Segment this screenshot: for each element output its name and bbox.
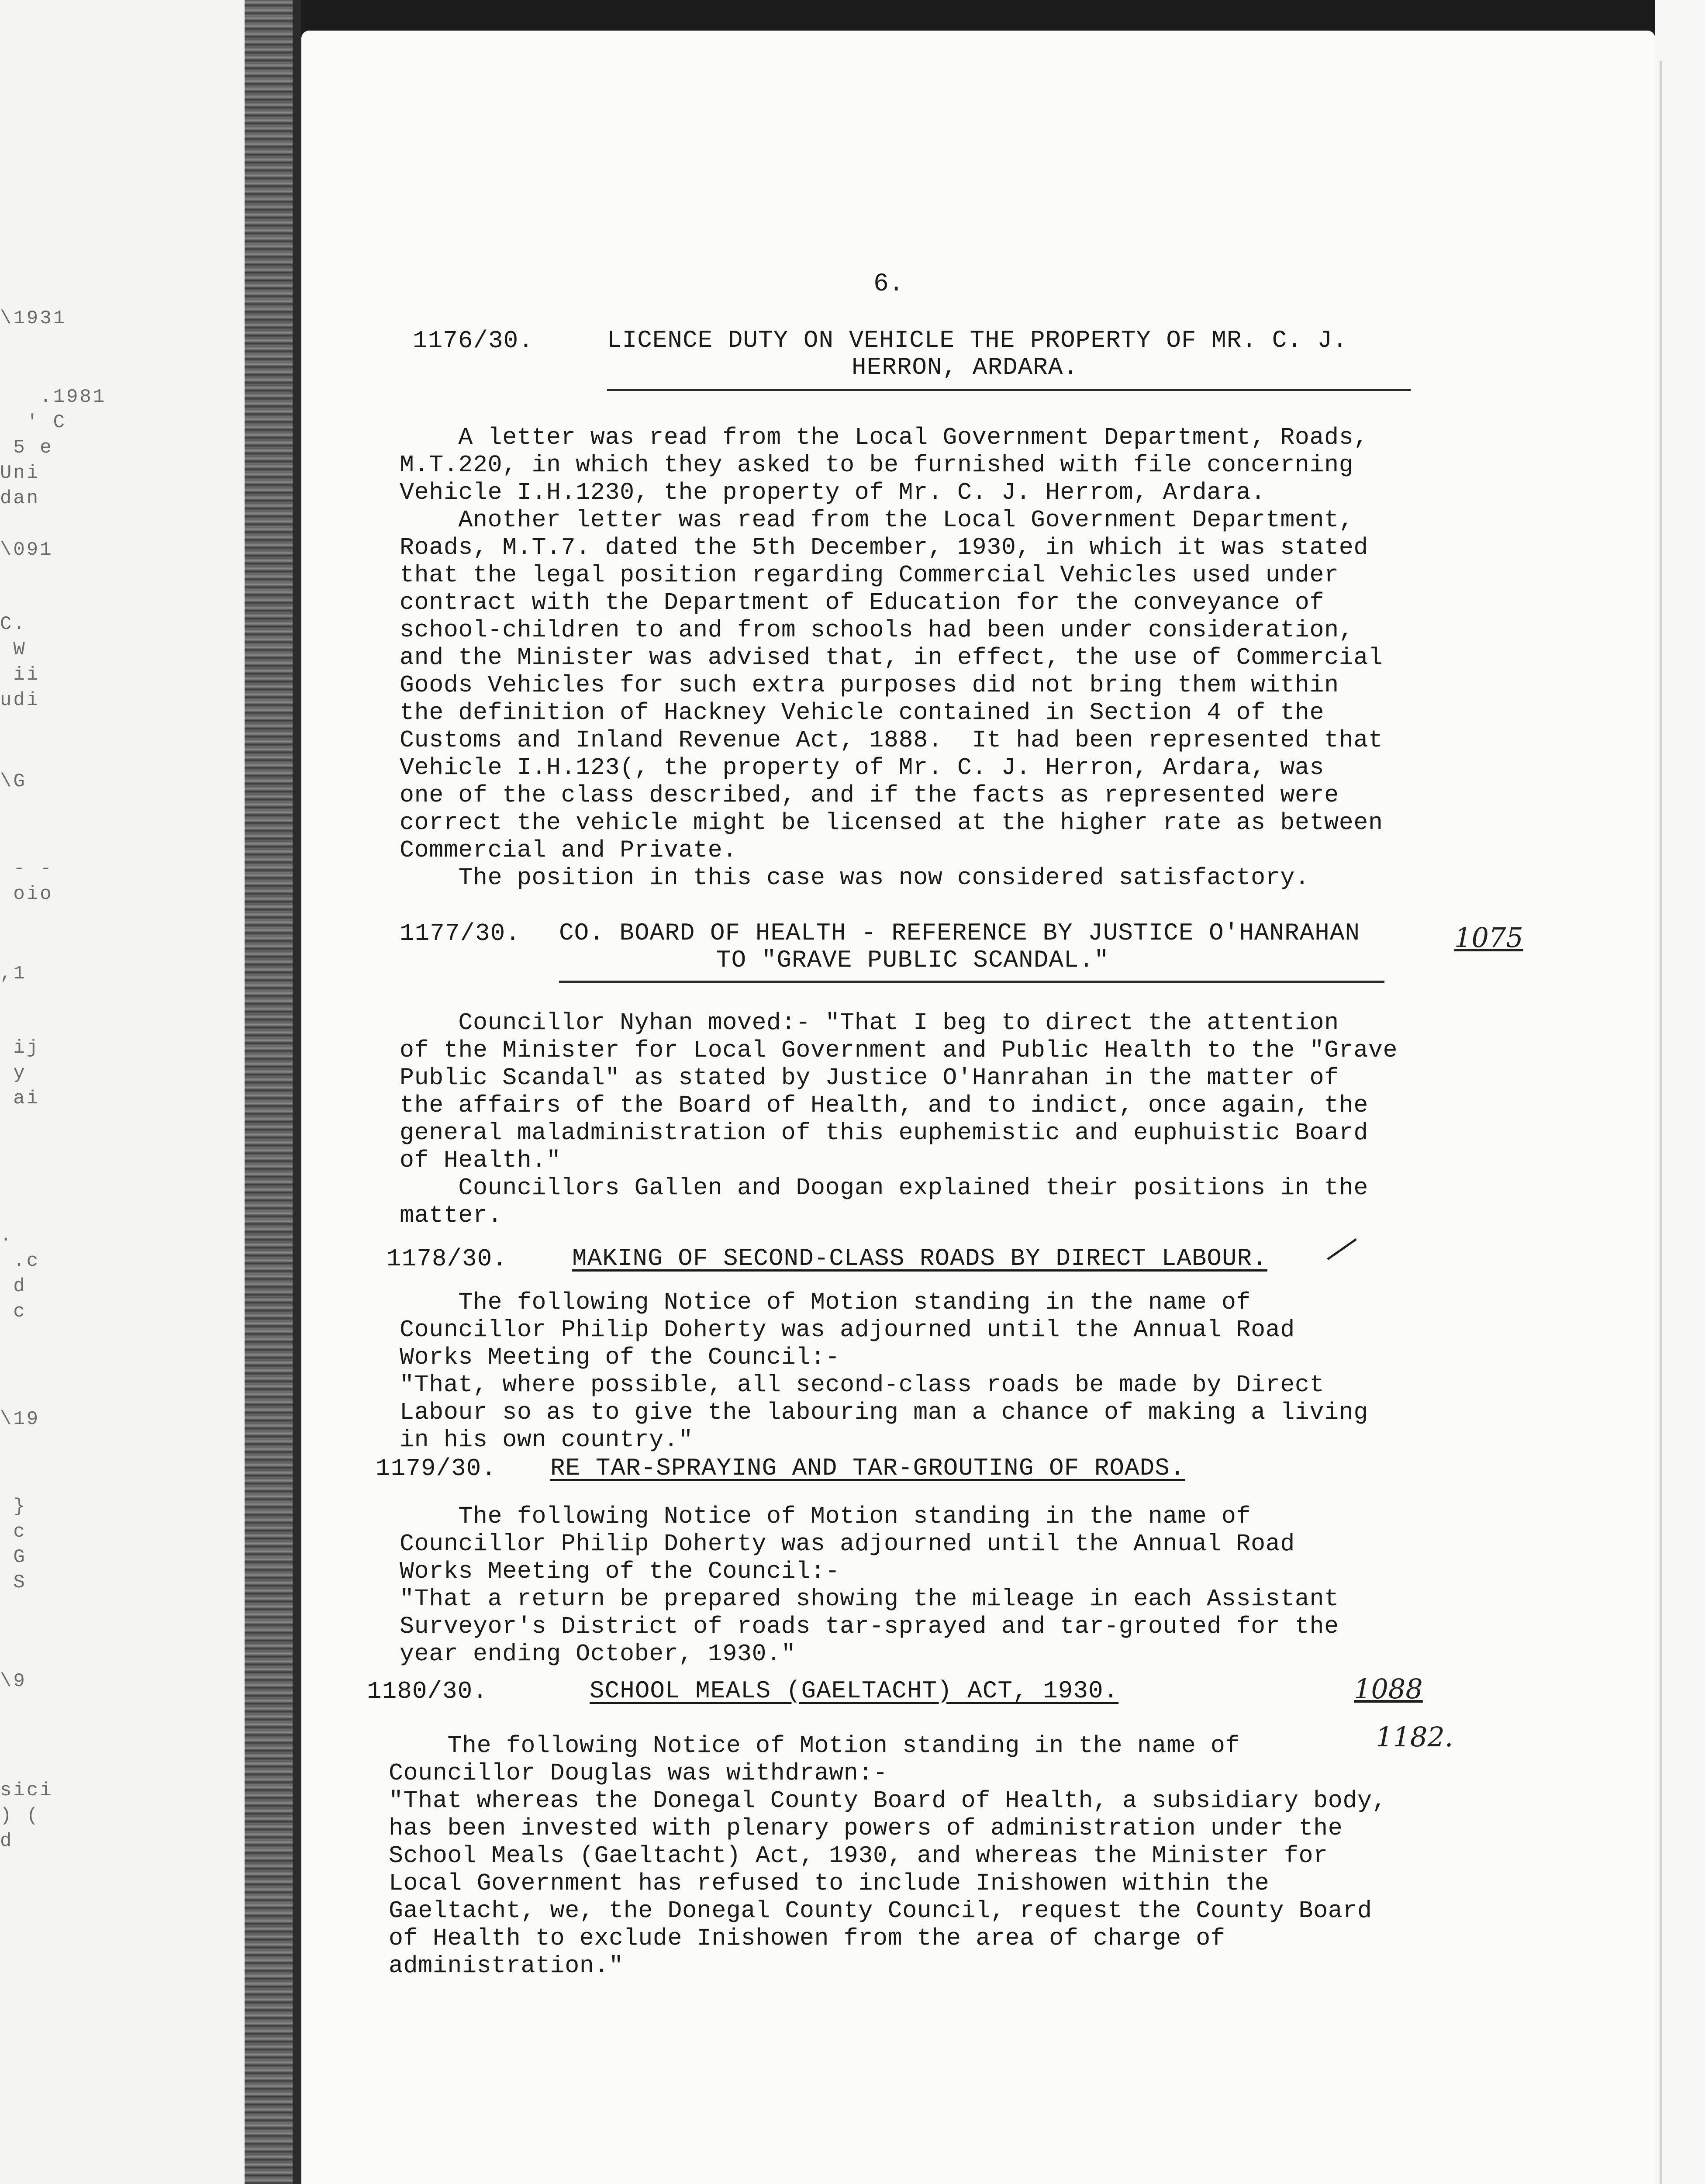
heading-1176-line1: LICENCE DUTY ON VEHICLE THE PROPERTY OF MR. C. J.: [607, 326, 1348, 354]
facing-page-fragment: ,1: [0, 963, 27, 985]
heading-1180: SCHOOL MEALS (GAELTACHT) ACT, 1930.: [590, 1677, 1119, 1705]
facing-page-fragment: .1981 ' C 5 e Uni dan: [0, 386, 107, 509]
facing-page-fragment: C. W ii udi: [0, 613, 40, 711]
heading-1177-line1: CO. BOARD OF HEALTH - REFERENCE BY JUSTICE O'HANRAHAN: [559, 919, 1360, 947]
facing-page-strip: [0, 0, 245, 2184]
heading-underline: [607, 389, 1411, 391]
minute-ref-1180: 1180/30.: [367, 1677, 488, 1705]
heading-1176: [607, 327, 1348, 381]
heading-underline: [559, 981, 1384, 983]
body-1180: The following Notice of Motion standing in the name of Councillor Douglas was withdrawn:- "That whereas the Donegal County Board of Health, a subsidiary body, has been invested with plenary powers of administration under the School Meals (Gaeltacht) Act, 1930, and whereas the Minister for Local Government has refused to include Inishowen within the Gaeltacht, we, the Donegal County Council, request the County Board of Health to exclude Inishowen from the area of charge of administration.": [389, 1732, 1387, 1980]
binding-shadow: [293, 0, 301, 2184]
facing-page-fragment: sici ) ( d: [0, 1780, 53, 1852]
margin-ref-1180-second: 1182.: [1376, 1721, 1453, 1753]
heading-1177: [559, 919, 1360, 974]
facing-page-fragment: } c G S: [13, 1496, 27, 1593]
tick-mark: [1327, 1238, 1356, 1260]
heading-1176-line2: HERRON, ARDARA.: [852, 353, 1079, 381]
body-1177: Councillor Nyhan moved:- "That I beg to direct the attention of the Minister for Local Government and Public Health to the "Grave Public Scandal" as stated by Justice O'Hanrahan in the matter of the affairs of the Board of Health, and to indict, once again, the general maladministration of this euphemistic and euphuistic Board of Health." Councillors Gallen and Doogan explained their positions in the matter.: [400, 1009, 1398, 1229]
facing-page-fragment: - - oio: [13, 858, 53, 905]
heading-1178: MAKING OF SECOND-CLASS ROADS BY DIRECT LABOUR.: [572, 1244, 1267, 1272]
book-binding: [245, 0, 293, 2184]
minute-ref-1176: 1176/30.: [413, 327, 534, 355]
body-1176: A letter was read from the Local Government Department, Roads, M.T.220, in which they asked to be furnished with file concerning Vehicle I.H.1230, the property of Mr. C. J. Herrom, Ardara. Another letter was read from the Local Government Department, Roads, M.T.7. dated the 5th December, 1930, in which it was stated that the legal position regarding Commercial Vehicles used under contract with the Department of Education for the conveyance of school-children to and from schools had been under consideration, and the Minister was advised that, in effect, the use of Commercial Goods Vehicles for such extra purposes did not bring them within the definition of Hackney Vehicle contained in Section 4 of the Customs and Inland Revenue Act, 1888. It had been represented that Vehicle I.H.123(, the property of Mr. C. J. Herron, Ardara, was one of the class described, and if the facts as represented were correct the vehicle might be licensed at the higher rate as between Commercial and Private. The position in this case was now considered satisfactory.: [400, 424, 1383, 892]
page-right-edge: [1655, 0, 1705, 2184]
minute-ref-1178: 1178/30.: [387, 1245, 507, 1273]
heading-1177-line2: TO "GRAVE PUBLIC SCANDAL.": [716, 946, 1109, 974]
minute-ref-1179: 1179/30.: [376, 1455, 497, 1482]
facing-page-fragment: ij y ai: [13, 1037, 40, 1109]
facing-page-fragment: \G: [0, 771, 27, 792]
page-number: 6.: [873, 270, 904, 298]
facing-page-fragment: \091: [0, 539, 53, 561]
body-1179: The following Notice of Motion standing in the name of Councillor Philip Doherty was adjourned until the Annual Road Works Meeting of the Council:- "That a return be prepared showing the mileage in each Assistant Surveyor's District of roads tar-sprayed and tar-grouted for the year ending October, 1930.": [400, 1503, 1339, 1668]
margin-ref-1177: 1075: [1454, 922, 1523, 954]
document-page: [301, 31, 1655, 2184]
margin-ref-1180: 1088: [1354, 1673, 1423, 1705]
body-1178: The following Notice of Motion standing in the name of Councillor Philip Doherty was adjourned until the Annual Road Works Meeting of the Council:- "That, where possible, all second-class roads be made by Direct Labour so as to give the labouring man a chance of making a living in his own country.": [400, 1289, 1368, 1454]
facing-page-fragment: . .c d c: [0, 1225, 40, 1323]
facing-page-fragment: \9: [0, 1670, 27, 1692]
minute-ref-1177: 1177/30.: [400, 919, 521, 947]
facing-page-fragment: \19: [0, 1408, 40, 1430]
heading-1179: RE TAR-SPRAYING AND TAR-GROUTING OF ROADS.: [550, 1454, 1185, 1482]
page-edge-line: [1660, 61, 1662, 2184]
facing-page-fragment: \1931: [0, 308, 67, 329]
